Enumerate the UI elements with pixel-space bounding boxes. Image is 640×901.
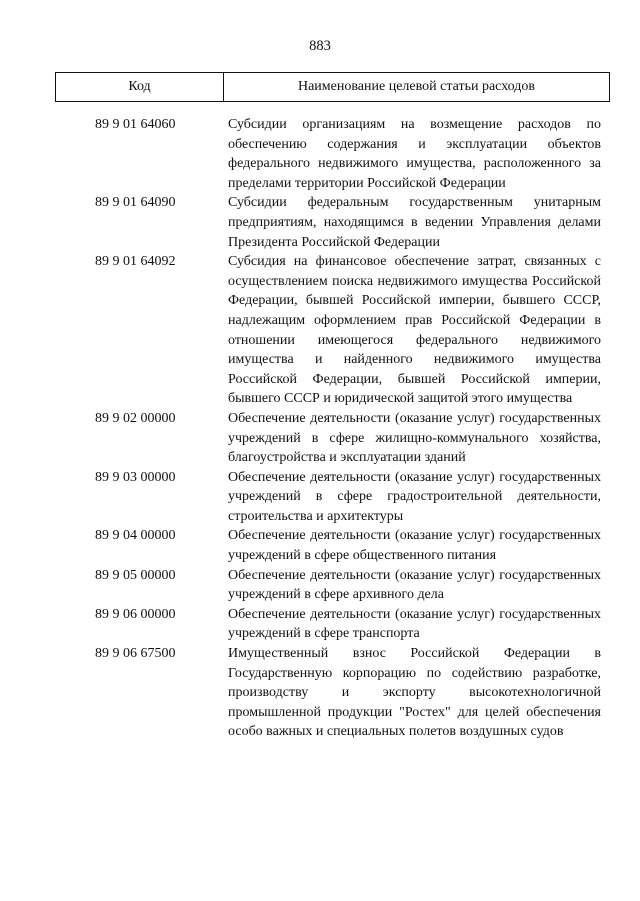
- item-code: 89 9 03 00000: [95, 469, 176, 485]
- budget-items-list: [55, 115, 610, 742]
- item-code: 89 9 05 00000: [95, 567, 176, 583]
- item-description: Обеспечение деятельности (оказание услуг) государственных учреждений в сфере градостроительной деятельности, строительства и архитектуры: [228, 469, 601, 524]
- item-code: 89 9 01 64060: [95, 117, 176, 132]
- table-row: [55, 605, 610, 644]
- item-description: Субсидия на финансовое обеспечение затрат, связанных с осуществлением поиска недвижимого имущества Российской Федерации, бывшей Российской империи, бывшего СССР, надлежащим оформлением прав Российской Федерации в отношении имеющегося федерального недвижимого имущества и найденного недвижимого имущества Российской Федерации, бывшей Российской империи, бывшего СССР и юридической защитой этого имущества: [228, 254, 601, 407]
- table-row: [55, 115, 610, 193]
- table-row: [55, 566, 610, 605]
- table-row: [55, 468, 610, 527]
- item-description: Имущественный взнос Российской Федерации в Государственную корпорацию по содействию разработке, производству и экспорту высокотехнологичной промышленной продукции "Ростех" для целей обеспечения особо важных и специальных полетов воздушных судов: [228, 646, 601, 740]
- item-code: 89 9 02 00000: [95, 410, 176, 426]
- page-number: 883: [309, 38, 331, 54]
- item-description: Обеспечение деятельности (оказание услуг) государственных учреждений в сфере жилищно-коммунального хозяйства, благоустройства и эксплуатации зданий: [228, 410, 601, 466]
- item-code: 89 9 01 64090: [95, 195, 176, 211]
- item-description: Обеспечение деятельности (оказание услуг) государственных учреждений в сфере архивного дела: [228, 567, 601, 603]
- table-row: [55, 526, 610, 565]
- column-header-code: Код: [56, 73, 224, 101]
- table-row: [55, 193, 610, 252]
- table-header: [55, 72, 610, 102]
- table-row: [55, 644, 610, 742]
- item-code: 89 9 04 00000: [95, 528, 176, 544]
- item-description: Субсидии федеральным государственным унитарным предприятиям, находящимся в ведении Управления делами Президента Российской Федерации: [228, 195, 601, 250]
- item-code: 89 9 01 64092: [95, 254, 176, 270]
- item-code: 89 9 06 00000: [95, 606, 176, 622]
- table-row: [55, 252, 610, 409]
- item-description: Субсидии организациям на возмещение расходов по обеспечению содержания и эксплуатации объектов федерального недвижимого имущества, расположенного за пределами территории Российской Федерации: [228, 117, 601, 191]
- item-description: Обеспечение деятельности (оказание услуг) государственных учреждений в сфере транспорта: [228, 606, 601, 642]
- item-description: Обеспечение деятельности (оказание услуг) государственных учреждений в сфере общественного питания: [228, 528, 601, 564]
- table-row: [55, 409, 610, 468]
- column-header-name: Наименование целевой статьи расходов: [297, 79, 536, 94]
- item-code: 89 9 06 67500: [95, 646, 176, 662]
